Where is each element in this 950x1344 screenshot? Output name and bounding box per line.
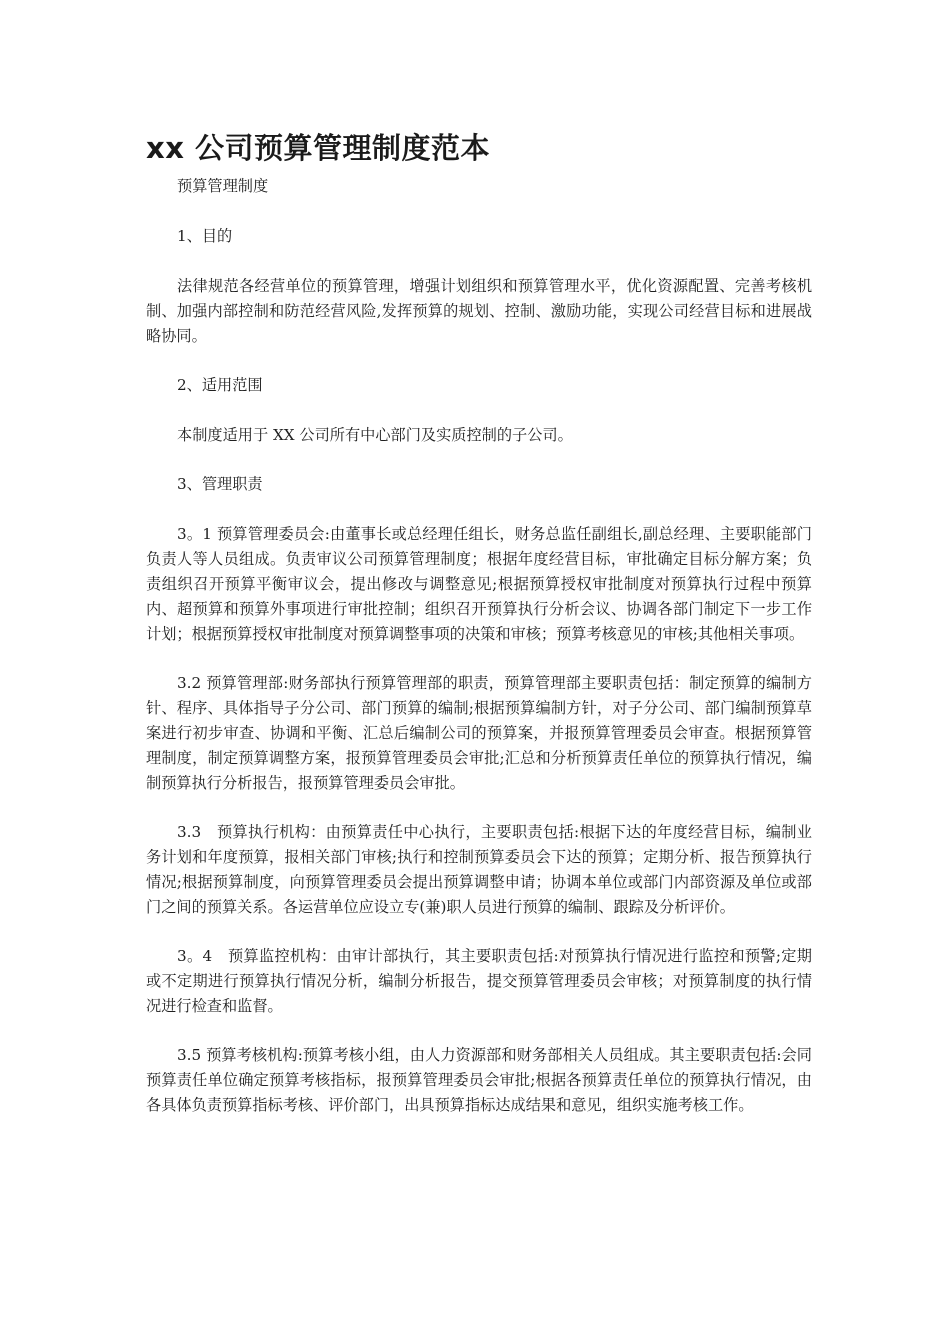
- section-3-3-paragraph: 3.3 预算执行机构：由预算责任中心执行，主要职责包括:根据下达的年度经营目标，编制业务计划和年度预算，报相关部门审核;执行和控制预算委员会下达的预算；定期分析、报告预算执行情况;根据预算制度，向预算管理委员会提出预算调整申请；协调本单位或部门内部资源及单位或部门之间的预算关系。各运营单位应设立专(兼)职人员进行预算的编制、跟踪及分析评价。: [146, 823, 812, 916]
- document-subtitle: 预算管理制度: [177, 177, 269, 195]
- section-3-2-paragraph: 3.2 预算管理部:财务部执行预算管理部的职责，预算管理部主要职责包括：制定预算的编制方针、程序、具体指导子分公司、部门预算的编制;根据预算编制方针，对子分公司、部门编制预算草案进行初步审查、协调和平衡、汇总后编制公司的预算案，并报预算管理委员会审查。根据预算管理制度，制定预算调整方案，报预算管理委员会审批;汇总和分析预算责任单位的预算执行情况，编制预算执行分析报告，报预算管理委员会审批。: [146, 674, 812, 792]
- section-2-body: 本制度适用于 XX 公司所有中心部门及实质控制的子公司。: [177, 426, 573, 444]
- document-page: [146, 128, 812, 1142]
- section-3-4-paragraph: 3。4 预算监控机构：由审计部执行，其主要职责包括:对预算执行情况进行监控和预警;定期或不定期进行预算执行情况分析，编制分析报告，提交预算管理委员会审核；对预算制度的执行情况进行检查和监督。: [146, 947, 812, 1015]
- section-3-5-paragraph: 3.5 预算考核机构:预算考核小组，由人力资源部和财务部相关人员组成。其主要职责包括:会同预算责任单位确定预算考核指标，报预算管理委员会审批;根据各预算责任单位的预算执行情况，由各具体负责预算指标考核、评价部门，出具预算指标达成结果和意见，组织实施考核工作。: [146, 1046, 812, 1114]
- section-1-body: 法律规范各经营单位的预算管理，增强计划组织和预算管理水平，优化资源配置、完善考核机制、加强内部控制和防范经营风险,发挥预算的规划、控制、激励功能，实现公司经营目标和进展战略协同。: [146, 277, 812, 345]
- section-1-heading: 1、目的: [177, 227, 233, 245]
- document-title: xx 公司预算管理制度范本: [146, 131, 491, 165]
- section-3-1-paragraph: 3。1 预算管理委员会:由董事长或总经理任组长，财务总监任副组长,副总经理、主要职能部门负责人等人员组成。负责审议公司预算管理制度；根据年度经营目标，审批确定目标分解方案；负责组织召开预算平衡审议会，提出修改与调整意见;根据预算授权审批制度对预算执行过程中预算内、超预算和预算外事项进行审批控制；组织召开预算执行分析会议、协调各部门制定下一步工作计划；根据预算授权审批制度对预算调整事项的决策和审核；预算考核意见的审核;其他相关事项。: [146, 525, 812, 643]
- section-2-heading: 2、适用范围: [177, 376, 263, 394]
- section-3-heading: 3、管理职责: [177, 475, 263, 493]
